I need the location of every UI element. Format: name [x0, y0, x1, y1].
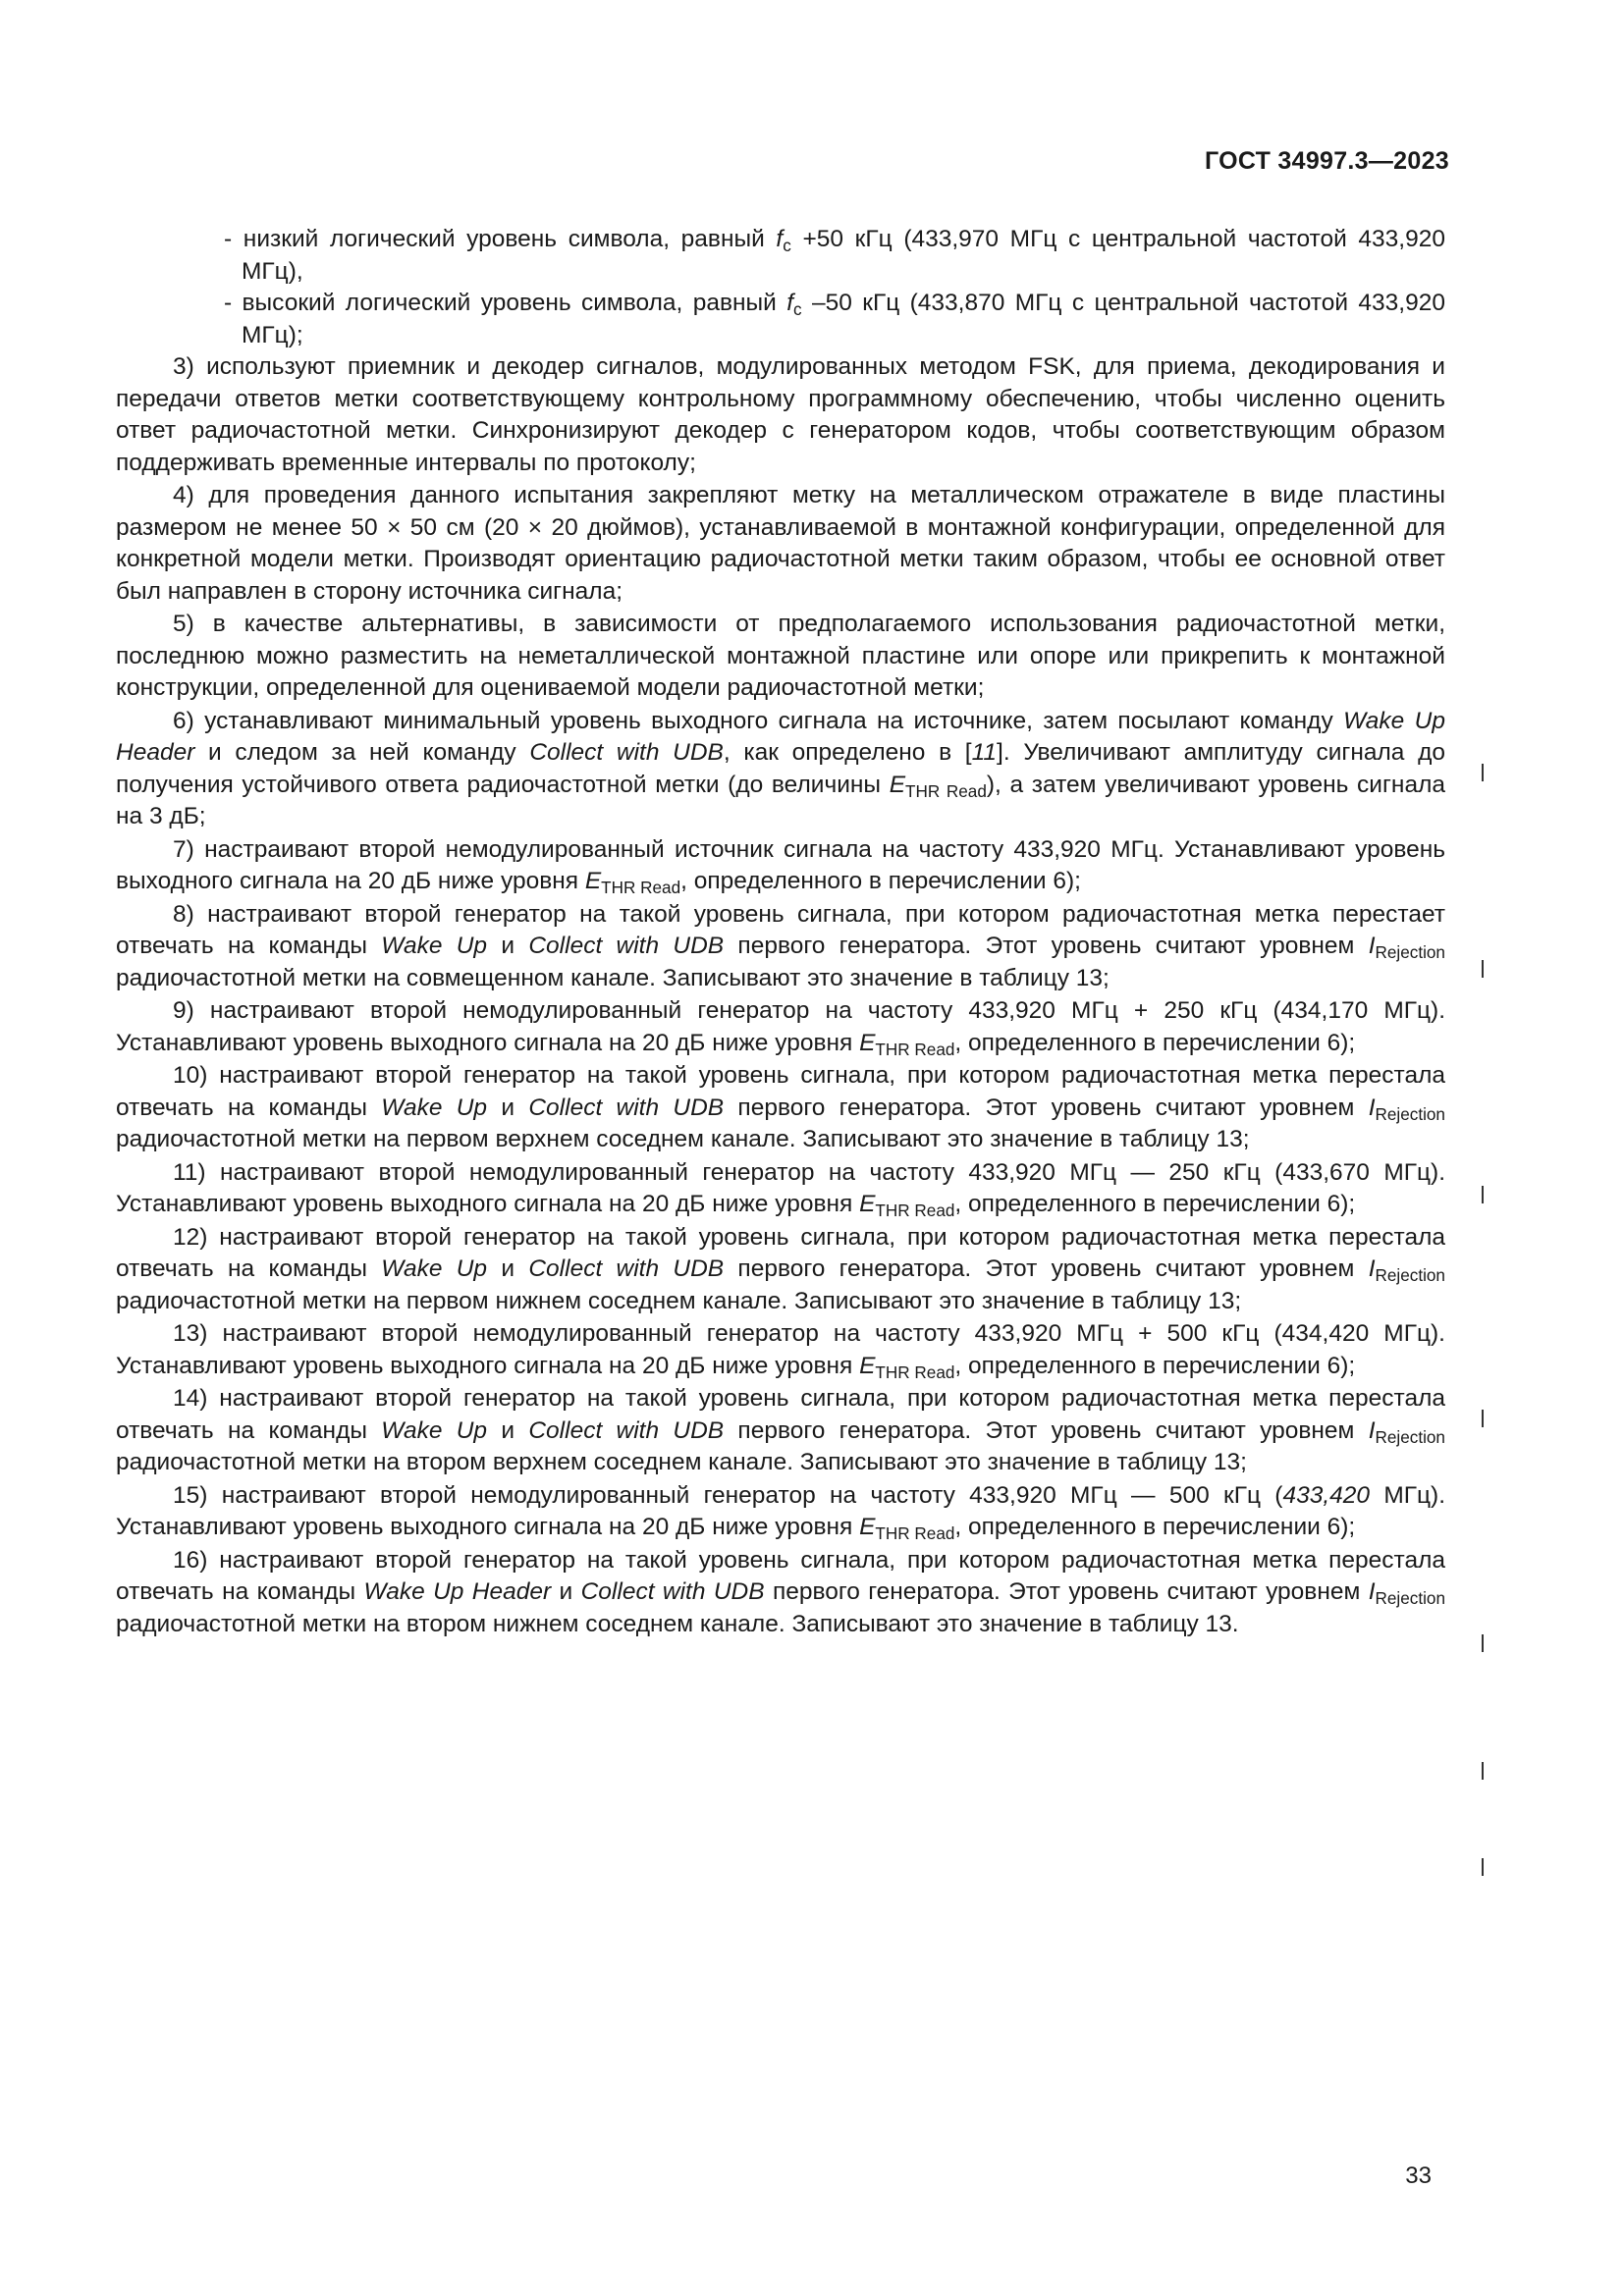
paragraph-7: 7) настраивают второй немодулированный источник сигнала на частоту 433,920 МГц. Устанавливают уровень выходного сигнала на 20 дБ ниже уровня $E_{THR Read}$, определенного в перечислении 6); — [116, 835, 1445, 897]
paragraph-16: 16) настраивают второй генератор на такой уровень сигнала, при котором радиочастотная метка перестала отвечать на команды Wake Up Header и Collect with UDB первого генератора. Этот уровень считают уровнем $I_{Rejection}$ радиочастотной метки на втором нижнем соседнем канале. Записывают это значение в таблицу 13. — [116, 1546, 1445, 1637]
change-bar — [1482, 1634, 1484, 1652]
change-bar — [1482, 960, 1484, 978]
paragraph-4: 4) для проведения данного испытания закрепляют метку на металлическом отражателе в виде пластины размером не менее 50 × 50 см (20 × 20 дюймов), устанавливаемой в монтажной конфигурации, определенной для конкретной модели метки. Производят ориентацию радиочастотной метки таким образом, чтобы ее основной ответ был направлен в сторону источника сигнала; — [116, 482, 1445, 605]
change-bar — [1482, 1858, 1484, 1876]
paragraph-11: 11) настраивают второй немодулированный генератор на частоту 433,920 МГц — 250 кГц (433,670 МГц). Устанавливают уровень выходного сигнала на 20 дБ ниже уровня $E_{THR Read}$, определенного в перечислении 6); — [116, 1158, 1445, 1220]
paragraph-13: 13) настраивают второй немодулированный генератор на частоту 433,920 МГц + 500 кГц (434,420 МГц). Устанавливают уровень выходного сигнала на 20 дБ ниже уровня $E_{THR Read}$, определенного в перечислении 6); — [116, 1320, 1445, 1382]
paragraph-10: 10) настраивают второй генератор на такой уровень сигнала, при котором радиочастотная метка перестала отвечать на команды Wake Up и Collect with UDB первого генератора. Этот уровень считают уровнем $I_{Rejection}$ радиочастотной метки на первом верхнем соседнем канале. Записывают это значение в таблицу 13; — [116, 1062, 1445, 1152]
change-bar — [1482, 1186, 1484, 1203]
paragraph-14: 14) настраивают второй генератор на такой уровень сигнала, при котором радиочастотная метка перестала отвечать на команды Wake Up и Collect with UDB первого генератора. Этот уровень считают уровнем $I_{Rejection}$ радиочастотной метки на втором верхнем соседнем канале. Записывают это значение в таблицу 13; — [116, 1385, 1445, 1475]
paragraph-12: 12) настраивают второй генератор на такой уровень сигнала, при котором радиочастотная метка перестала отвечать на команды Wake Up и Collect with UDB первого генератора. Этот уровень считают уровнем $I_{Rejection}$ радиочастотной метки на первом нижнем соседнем канале. Записывают это значение в таблицу 13; — [116, 1223, 1445, 1314]
paragraph-15: 15) настраивают второй немодулированный генератор на частоту 433,920 МГц — 500 кГц (433,420 МГц). Устанавливают уровень выходного сигнала на 20 дБ ниже уровня $E_{THR Read}$, определенного в перечислении 6); — [116, 1481, 1445, 1543]
page-number: 33 — [1405, 2163, 1432, 2189]
document-body — [116, 224, 1445, 1641]
change-bar — [1482, 1762, 1484, 1780]
paragraph-9: 9) настраивают второй немодулированный генератор на частоту 433,920 МГц + 250 кГц (434,170 МГц). Устанавливают уровень выходного сигнала на 20 дБ ниже уровня $E_{THR Read}$, определенного в перечислении 6); — [116, 997, 1445, 1059]
paragraph-8: 8) настраивают второй генератор на такой уровень сигнала, при котором радиочастотная метка перестает отвечать на команды Wake Up и Collect with UDB первого генератора. Этот уровень считают уровнем $I_{Rejection}$ радиочастотной метки на совмещенном канале. Записывают это значение в таблицу 13; — [116, 900, 1445, 991]
standard-designation: ГОСТ 34997.3—2023 — [1204, 147, 1449, 175]
list-item: - низкий логический уровень символа, равный $f_c +50$ кГц (433,970 МГц с центральной частотой 433,920 МГц), — [224, 226, 1445, 285]
change-bar — [1482, 764, 1484, 781]
paragraph-3: 3) используют приемник и декодер сигналов, модулированных методом FSK, для приема, декодирования и передачи ответов метки соответствующему контрольному программному обеспечению, чтобы численно оценить ответ радиочастотной метки. Синхронизируют декодер с генератором кодов, чтобы соответствующим образом поддерживать временные интервалы по протоколу; — [116, 353, 1445, 476]
paragraph-6: 6) устанавливают минимальный уровень выходного сигнала на источнике, затем посылают команду Wake Up Header и следом за ней команду Collect with UDB, как определено в [11]. Увеличивают амплитуду сигнала до получения устойчивого ответа радиочастотной метки (до величины $E_{THR Read}$), а затем увеличивают уровень сигнала на 3 дБ; — [116, 707, 1446, 829]
list-item: - высокий логический уровень символа, равный $f_c$ –50 кГц (433,870 МГц с центральной частотой 433,920 МГц); — [224, 290, 1445, 348]
change-bar — [1482, 1410, 1484, 1427]
paragraph-5: 5) в качестве альтернативы, в зависимости от предполагаемого использования радиочастотной метки, последнюю можно разместить на неметаллической монтажной пластине или опоре или прикрепить к монтажной конструкции, определенной для оцениваемой модели радиочастотной метки; — [116, 611, 1445, 701]
